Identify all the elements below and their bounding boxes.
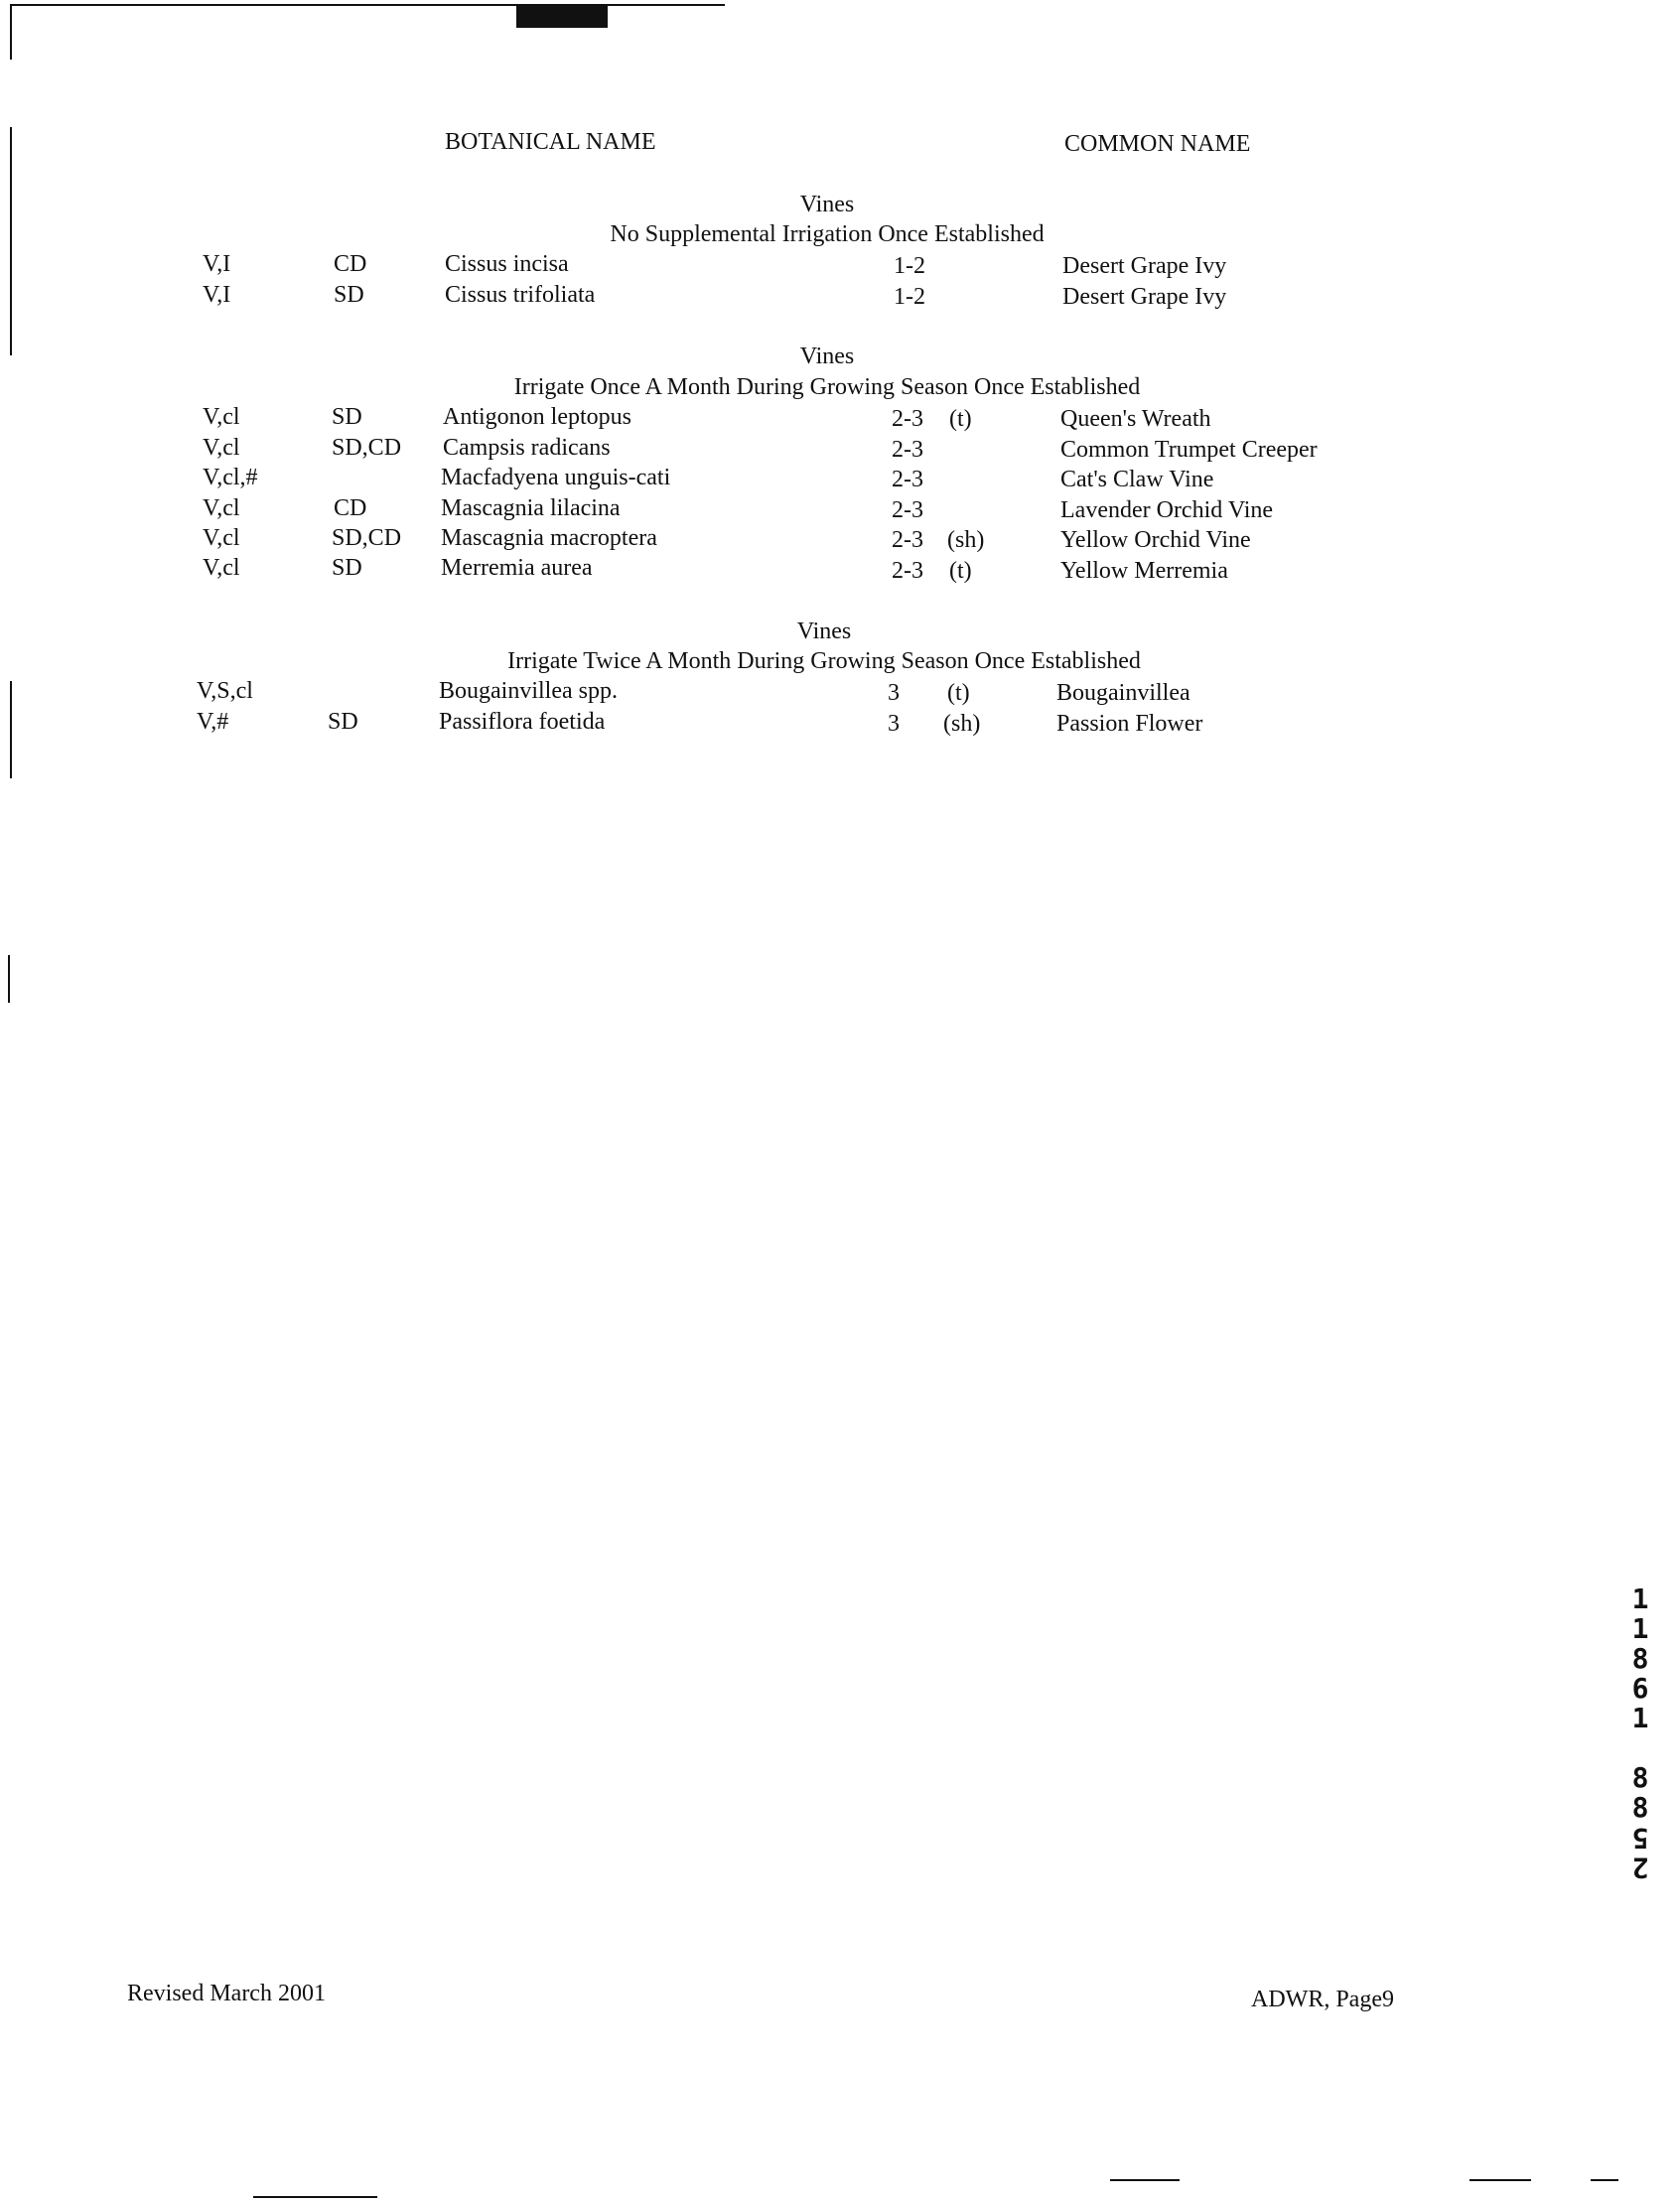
scan-mark-left-3	[8, 955, 10, 1003]
note: (t)	[947, 680, 970, 706]
zone: 2-3	[892, 497, 923, 523]
scan-border-top	[10, 4, 725, 6]
botanical-name: Mascagnia lilacina	[441, 495, 621, 521]
plant-code: V,I	[203, 251, 231, 277]
botanical-name: Antigonon leptopus	[443, 404, 631, 430]
plant-origin: SD,CD	[332, 435, 402, 461]
stamp-digit: 8	[1631, 1761, 1649, 1794]
page-number: ADWR, Page9	[1251, 1987, 1394, 2012]
common-name: Common Trumpet Creeper	[1060, 437, 1318, 463]
side-stamp-number	[1630, 1584, 1650, 1882]
common-name: Lavender Orchid Vine	[1060, 497, 1274, 523]
plant-code: V,cl	[203, 404, 240, 430]
note: (t)	[949, 406, 972, 432]
note: (t)	[949, 558, 972, 584]
plant-code: V,cl,#	[203, 465, 258, 490]
stamp-digit: 2	[1631, 1852, 1649, 1884]
scan-mark-left-1	[10, 127, 12, 355]
scan-mark-bottom-3	[1470, 2179, 1531, 2181]
scan-blot	[516, 6, 608, 28]
plant-origin: SD	[332, 404, 362, 430]
botanical-name: Macfadyena unguis-cati	[441, 465, 671, 490]
scan-border-left	[10, 4, 12, 60]
botanical-name: Cissus incisa	[445, 251, 569, 277]
section-title: Vines	[799, 344, 855, 369]
plant-origin: SD	[332, 555, 362, 581]
section-subtitle: No Supplemental Irrigation Once Established	[610, 221, 1045, 247]
scan-mark-left-2	[10, 681, 12, 778]
plant-origin: SD,CD	[332, 525, 402, 551]
plant-code: V,#	[197, 709, 229, 735]
common-name: Desert Grape Ivy	[1062, 253, 1227, 279]
botanical-name: Bougainvillea spp.	[439, 678, 618, 704]
common-name: Yellow Merremia	[1060, 558, 1228, 584]
zone: 2-3	[892, 406, 923, 432]
stamp-digit: 6	[1631, 1672, 1649, 1705]
stamp-gap	[1630, 1733, 1650, 1763]
zone: 3	[888, 680, 900, 706]
plant-code: V,S,cl	[197, 678, 253, 704]
stamp-digit: 1	[1631, 1583, 1649, 1615]
common-name: Passion Flower	[1056, 711, 1203, 737]
plant-code: V,I	[203, 282, 231, 308]
botanical-name: Cissus trifoliata	[445, 282, 596, 308]
revised-date: Revised March 2001	[127, 1981, 326, 2006]
section-title: Vines	[796, 619, 852, 644]
section-title: Vines	[799, 192, 855, 217]
note: (sh)	[943, 711, 981, 737]
common-name: Queen's Wreath	[1060, 406, 1211, 432]
plant-code: V,cl	[203, 495, 240, 521]
plant-code: V,cl	[203, 555, 240, 581]
plant-code: V,cl	[203, 435, 240, 461]
plant-origin: CD	[334, 495, 367, 521]
botanical-name-header: BOTANICAL NAME	[445, 129, 656, 155]
common-name: Yellow Orchid Vine	[1060, 527, 1251, 553]
zone: 1-2	[894, 253, 925, 279]
zone: 2-3	[892, 467, 923, 492]
zone: 1-2	[894, 284, 925, 310]
note: (sh)	[947, 527, 985, 553]
plant-origin: CD	[334, 251, 367, 277]
common-name: Desert Grape Ivy	[1062, 284, 1227, 310]
common-name-header: COMMON NAME	[1064, 131, 1251, 157]
botanical-name: Campsis radicans	[443, 435, 611, 461]
zone: 2-3	[892, 437, 923, 463]
zone: 2-3	[892, 527, 923, 553]
plant-origin: SD	[334, 282, 364, 308]
stamp-digit: 8	[1631, 1791, 1649, 1824]
stamp-digit: 5	[1631, 1822, 1649, 1855]
plant-origin: SD	[328, 709, 358, 735]
stamp-digit: 1	[1631, 1702, 1649, 1734]
zone: 3	[888, 711, 900, 737]
botanical-name: Passiflora foetida	[439, 709, 606, 735]
scan-mark-bottom-1	[253, 2196, 377, 2198]
plant-code: V,cl	[203, 525, 240, 551]
zone: 2-3	[892, 558, 923, 584]
common-name: Cat's Claw Vine	[1060, 467, 1214, 492]
scan-mark-bottom-2	[1110, 2179, 1180, 2181]
section-subtitle: Irrigate Once A Month During Growing Season Once Established	[513, 374, 1141, 400]
botanical-name: Mascagnia macroptera	[441, 525, 657, 551]
section-subtitle: Irrigate Twice A Month During Growing Season Once Established	[507, 648, 1141, 674]
scan-mark-bottom-4	[1591, 2179, 1618, 2181]
common-name: Bougainvillea	[1056, 680, 1190, 706]
stamp-digit: 1	[1631, 1612, 1649, 1645]
botanical-name: Merremia aurea	[441, 555, 593, 581]
stamp-digit: 8	[1631, 1642, 1649, 1675]
